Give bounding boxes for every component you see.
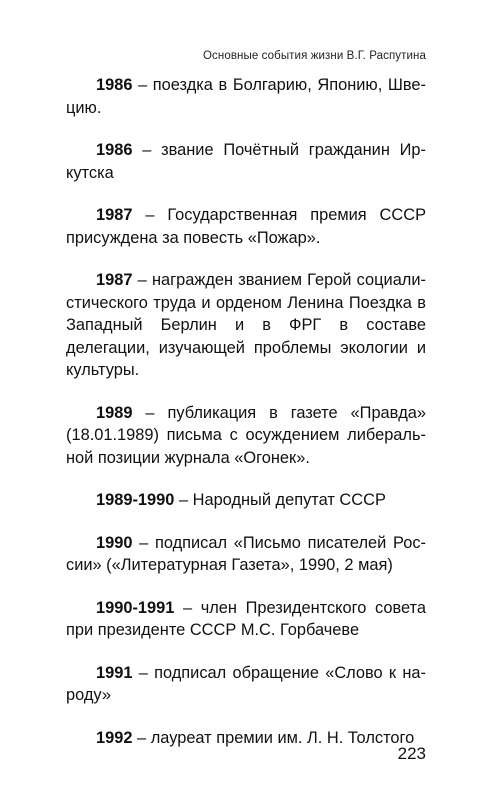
entry-text: – член Президентского совета при президенте СССР М.С. Горбачеве xyxy=(66,598,426,639)
entry-text: – поездка в Болгарию, Японию, Швецию. xyxy=(66,76,426,117)
chronology-entry xyxy=(66,727,426,750)
chronology-entry xyxy=(66,402,426,470)
entry-text: – публикация в газете «Правда» (18.01.1989) письма с осуждением либеральной позиции журнала «Огонек». xyxy=(66,403,426,467)
entry-year: 1991 xyxy=(96,663,133,682)
entry-text: – подписал обращение «Слово к народу» xyxy=(66,663,426,704)
entry-text: – звание Почётный гражданин Иркутска xyxy=(66,141,426,182)
chronology-entry xyxy=(66,269,426,382)
entry-text: – подписал «Письмо писателей России» («Литературная Газета», 1990, 2 мая) xyxy=(66,533,426,574)
entry-text: – Народный депутат СССР xyxy=(174,491,386,509)
entry-year: 1990-1991 xyxy=(96,598,175,617)
entry-year: 1987 xyxy=(96,206,133,224)
entry-year: 1989 xyxy=(96,403,133,422)
chronology-entry xyxy=(66,204,426,249)
entry-year: 1989-1990 xyxy=(96,491,175,509)
entry-year: 1987 xyxy=(96,271,133,289)
running-header: Основные события жизни В.Г. Распутина xyxy=(203,50,426,62)
entry-year: 1986 xyxy=(96,76,133,94)
chronology-list xyxy=(66,74,426,769)
chronology-entry xyxy=(66,662,426,707)
entry-year: 1992 xyxy=(96,728,133,747)
entry-text: – Государственная премия СССР присуждена за повесть «Пожар». xyxy=(66,206,426,247)
chronology-entry xyxy=(66,597,426,642)
entry-year: 1986 xyxy=(96,141,133,159)
entry-year: 1990 xyxy=(96,533,133,552)
entry-text: – лауреат премии им. Л. Н. Толстого xyxy=(132,728,415,747)
chronology-entry xyxy=(66,489,426,512)
chronology-entry xyxy=(66,74,426,119)
chronology-entry xyxy=(66,532,426,577)
page-number: 223 xyxy=(397,744,426,763)
chronology-entry xyxy=(66,139,426,184)
entry-text: – награжден званием Герой социалистического труда и орденом Ленина Поездка в Западный Берлин и в ФРГ в составе делегации, изучающей проблемы экологии и культуры. xyxy=(66,271,426,379)
